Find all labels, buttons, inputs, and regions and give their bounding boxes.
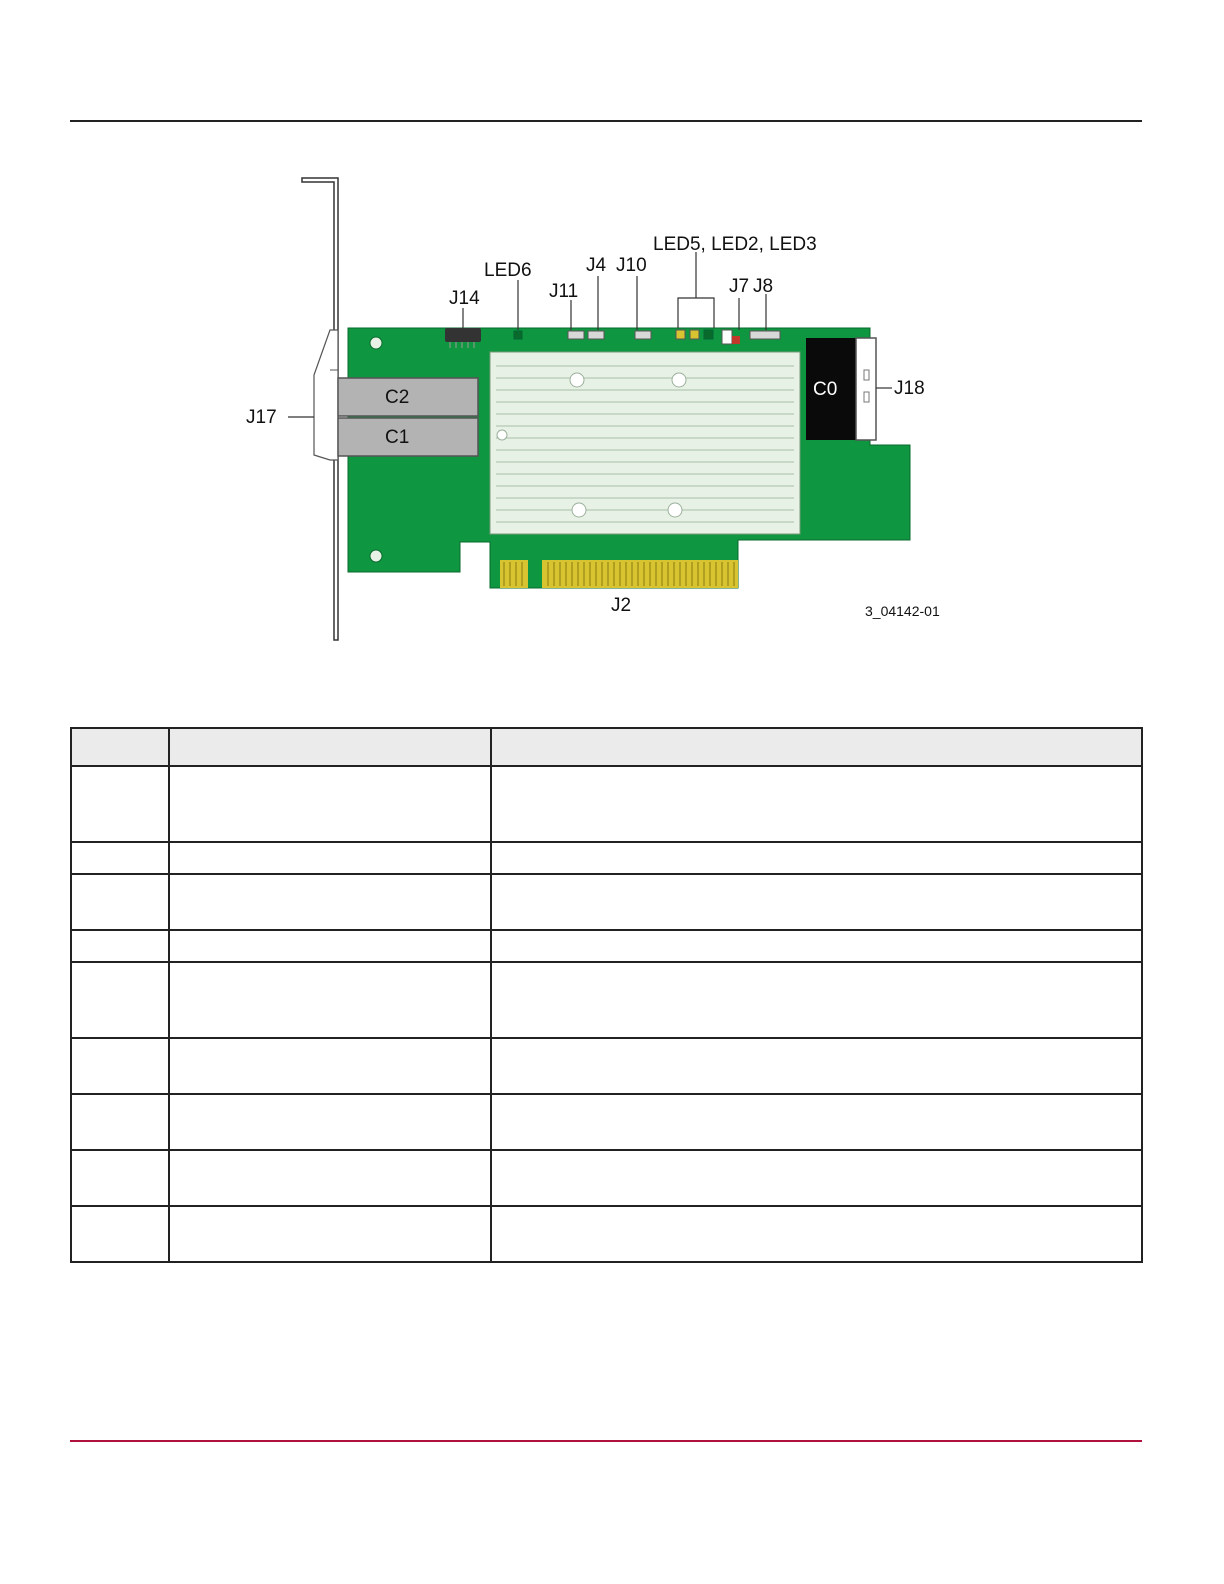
c1-label: C1	[385, 427, 410, 448]
j14-header	[445, 328, 481, 342]
table-cell	[169, 930, 491, 962]
table-header-cell	[169, 728, 491, 766]
callout-led5-led2-led3: LED5, LED2, LED3	[653, 234, 817, 255]
table-cell	[491, 1038, 1142, 1094]
table-cell	[491, 874, 1142, 930]
board-figure	[230, 170, 970, 650]
table-header-cell	[491, 728, 1142, 766]
board-diagram	[230, 170, 970, 650]
j8-component	[750, 331, 780, 339]
callout-j4: J4	[586, 255, 607, 276]
header-rule	[70, 120, 1142, 122]
figure-id: 3_04142-01	[865, 603, 940, 619]
table-cell	[71, 930, 169, 962]
c0-label: C0	[813, 379, 838, 400]
table-cell	[169, 1206, 491, 1262]
mounting-hole-bottom	[370, 550, 382, 562]
table-cell	[491, 1206, 1142, 1262]
table-cell	[169, 874, 491, 930]
j11-component	[568, 331, 584, 339]
table-cell	[71, 962, 169, 1038]
led6-component	[514, 331, 522, 339]
table-row	[71, 842, 1142, 874]
table-cell	[71, 1094, 169, 1150]
j7-component	[722, 330, 732, 344]
table-cell	[491, 962, 1142, 1038]
table-cell	[491, 930, 1142, 962]
mounting-hole-top	[370, 337, 382, 349]
footer-rule	[70, 1440, 1142, 1442]
table-cell	[491, 842, 1142, 874]
callout-j18: J18	[894, 378, 925, 399]
led3-component	[704, 330, 713, 339]
led5-component	[676, 330, 685, 339]
table-cell	[169, 1038, 491, 1094]
table-row	[71, 874, 1142, 930]
callout-j11: J11	[549, 281, 579, 302]
table-cell	[169, 1094, 491, 1150]
table-cell	[491, 1150, 1142, 1206]
table-cell	[169, 842, 491, 874]
led2-component	[690, 330, 699, 339]
table-row	[71, 1038, 1142, 1094]
table-row	[71, 1150, 1142, 1206]
table-cell	[71, 1150, 169, 1206]
callout-led6: LED6	[484, 260, 532, 281]
table-header-cell	[71, 728, 169, 766]
table-cell	[169, 766, 491, 842]
table-cell	[169, 962, 491, 1038]
callout-j14: J14	[449, 288, 480, 309]
table-row	[71, 1094, 1142, 1150]
c2-label: C2	[385, 387, 410, 408]
mounting-bracket	[302, 178, 338, 640]
table-row	[71, 930, 1142, 962]
table-cell	[71, 1038, 169, 1094]
table-row	[71, 766, 1142, 842]
table-cell	[491, 766, 1142, 842]
j10-component	[635, 331, 651, 339]
table-cell	[169, 1150, 491, 1206]
table-row	[71, 962, 1142, 1038]
callout-j2: J2	[611, 595, 632, 616]
table-cell	[71, 874, 169, 930]
callout-j10: J10	[616, 255, 647, 276]
table-row	[71, 1206, 1142, 1262]
callout-j8: J8	[753, 276, 774, 297]
j4-component	[588, 331, 604, 339]
table-cell	[71, 766, 169, 842]
table-header-row	[71, 728, 1142, 766]
reference-table	[70, 727, 1143, 1263]
table-cell	[71, 1206, 169, 1262]
table-cell	[71, 842, 169, 874]
callout-j7: J7	[729, 276, 750, 297]
callout-j17: J17	[246, 407, 277, 428]
table-cell	[491, 1094, 1142, 1150]
heatsink	[490, 352, 800, 534]
